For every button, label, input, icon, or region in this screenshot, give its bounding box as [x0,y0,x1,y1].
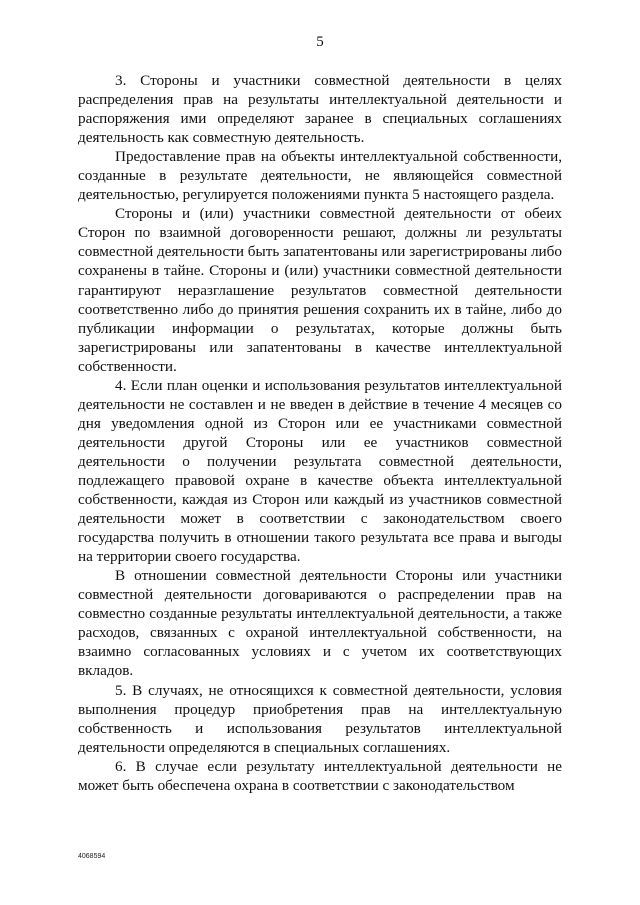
paragraph-4: 4. Если план оценки и использования результатов интеллектуальной деятельности не составлен и не введен в действие в течение 4 месяцев со дня уведомления одной из Сторон или ее участниками совместной деятельности другой Стороны или ее участников совместной деятельности о получении результата совместной деятельности, подлежащего правовой охране в качестве объекта интеллектуальной собственности, каждая из Сторон или каждый из участников совместной деятельности может в соответствии с законодательством своего государства получить в отношении такого результата все права и выгоды на территории своего государства. [78,376,562,566]
paragraph-confidentiality: Стороны и (или) участники совместной деятельности от обеих Сторон по взаимной договоренности решают, должны ли результаты совместной деятельности быть запатентованы или зарегистрированы либо сохранены в тайне. Стороны и (или) участники совместной деятельности гарантируют неразглашение результатов совместной деятельности соответственно либо до принятия решения сохранить их в тайне, либо до публикации информации о результатах, которые должны быть зарегистрированы или запатентованы в качестве интеллектуальной собственности. [78,205,562,375]
document-id: 4068594 [78,853,106,860]
paragraph-joint-rights: В отношении совместной деятельности Стороны или участники совместной деятельности договариваются о распределении прав на совместно созданные результаты интеллектуальной деятельности, а также расходов, связанных с охраной интеллектуальной собственности, на взаимно согласованных условиях и с учетом их соответствующих вкладов. [78,567,562,680]
page-number: 5 [316,34,324,50]
paragraph-5: 5. В случаях, не относящихся к совместной деятельности, условия выполнения процедур приобретения прав на интеллектуальную собственность и использования результатов интеллектуальной деятельности определяются в специальных соглашениях. [78,681,562,756]
paragraph-ip-rights-provision: Предоставление прав на объекты интеллектуальной собственности, созданные в результате деятельности, не являющейся совместной деятельностью, регулируется положениями пункта 5 настоящего раздела. [78,148,562,204]
paragraph-3: 3. Стороны и участники совместной деятельности в целях распределения прав на результаты интеллектуальной деятельности и распоряжения ими определяют заранее в специальных соглашениях деятельность как совместную деятельность. [78,72,562,147]
paragraph-6: 6. В случае если результату интеллектуальной деятельности не может быть обеспечена охрана в соответствии с законодательством [78,757,562,794]
document-body [78,71,562,795]
